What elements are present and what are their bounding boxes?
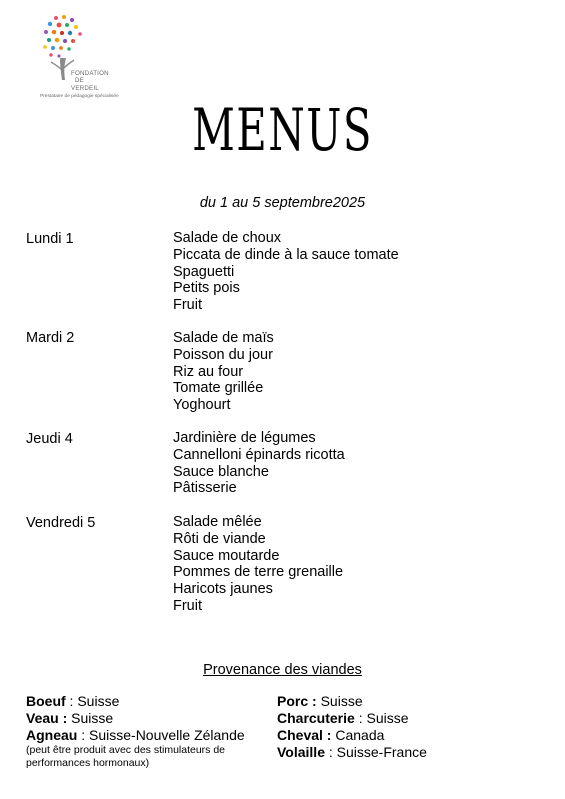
provenance-row	[26, 727, 245, 744]
menu-item: Spaguetti	[173, 263, 235, 280]
provenance-row	[26, 710, 245, 727]
provenance-note-line-2: performances hormonaux)	[26, 757, 150, 769]
menu-item: Fruit	[173, 597, 202, 614]
menu-item: Poisson du jour	[173, 346, 273, 363]
menu-list-vendredi	[173, 514, 343, 615]
day-label-mardi: Mardi 2	[26, 330, 75, 346]
logo-text	[71, 70, 109, 92]
meat-origin: Suisse	[320, 693, 363, 709]
menu-item: Pommes de terre grenaille	[173, 564, 344, 581]
meat-origin: Suisse-Nouvelle Zélande	[89, 727, 245, 743]
provenance-right-column	[277, 693, 427, 761]
meat-origin: Suisse	[366, 710, 409, 726]
page-title: MENUS	[192, 96, 373, 164]
meat-origin: Canada	[335, 727, 385, 743]
menu-list-lundi	[173, 230, 399, 314]
day-label-vendredi: Vendredi 5	[26, 515, 96, 531]
meat-separator: :	[65, 693, 78, 709]
day-label-lundi: Lundi 1	[26, 231, 74, 247]
provenance-note-line-1: (peut être produit avec des stimulateurs de	[26, 744, 226, 756]
menu-item: Pâtisserie	[173, 480, 237, 497]
meat-separator: :	[77, 727, 90, 743]
menu-item: Yoghourt	[173, 397, 231, 414]
provenance-row	[277, 693, 427, 710]
meat-name: Cheval :	[277, 727, 332, 743]
meat-name: Charcuterie	[277, 710, 355, 726]
meat-name: Porc :	[277, 693, 317, 709]
logo-line-1: FONDATION	[71, 70, 109, 77]
menu-item: Riz au four	[173, 363, 244, 380]
provenance-left-column	[26, 693, 245, 770]
logo-line-3: VERDEIL	[71, 84, 99, 92]
meat-separator: :	[354, 710, 367, 726]
provenance-row	[277, 710, 427, 727]
provenance-title: Provenance des viandes	[203, 662, 362, 678]
menu-item: Haricots jaunes	[173, 581, 273, 598]
menu-item: Fruit	[173, 297, 202, 314]
meat-name: Veau :	[26, 710, 68, 726]
menu-list-jeudi	[173, 430, 345, 497]
menu-item: Petits pois	[173, 280, 240, 297]
menu-date-range: du 1 au 5 septembre2025	[199, 195, 366, 211]
menu-item: Jardinière de légumes	[173, 430, 316, 446]
menu-item: Salade de maïs	[173, 330, 274, 346]
foundation-logo	[28, 14, 128, 106]
provenance-row	[277, 727, 427, 744]
menu-item: Salade de choux	[173, 230, 282, 246]
provenance-row	[26, 693, 245, 710]
menu-item: Salade mêlée	[173, 514, 262, 530]
day-label-jeudi: Jeudi 4	[26, 431, 73, 447]
meat-name: Agneau	[26, 727, 78, 743]
menu-list-mardi	[173, 330, 274, 414]
provenance-row	[277, 744, 427, 761]
menu-item: Piccata de dinde à la sauce tomate	[173, 246, 399, 263]
logo-subtitle: Prestataire de pédagogie spécialisée	[40, 94, 119, 99]
meat-name: Volaille	[277, 744, 325, 760]
meat-origin: Suisse-France	[336, 744, 427, 760]
meat-origin: Suisse	[77, 693, 120, 709]
menu-item: Sauce moutarde	[173, 547, 280, 564]
menu-item: Rôti de viande	[173, 530, 266, 547]
meat-separator: :	[324, 744, 337, 760]
menu-item: Cannelloni épinards ricotta	[173, 446, 345, 463]
menu-item: Sauce blanche	[173, 463, 269, 480]
menu-item: Tomate grillée	[173, 380, 264, 397]
logo-line-2: DE	[75, 77, 84, 85]
meat-origin: Suisse	[71, 710, 114, 726]
meat-name: Boeuf	[26, 693, 66, 709]
